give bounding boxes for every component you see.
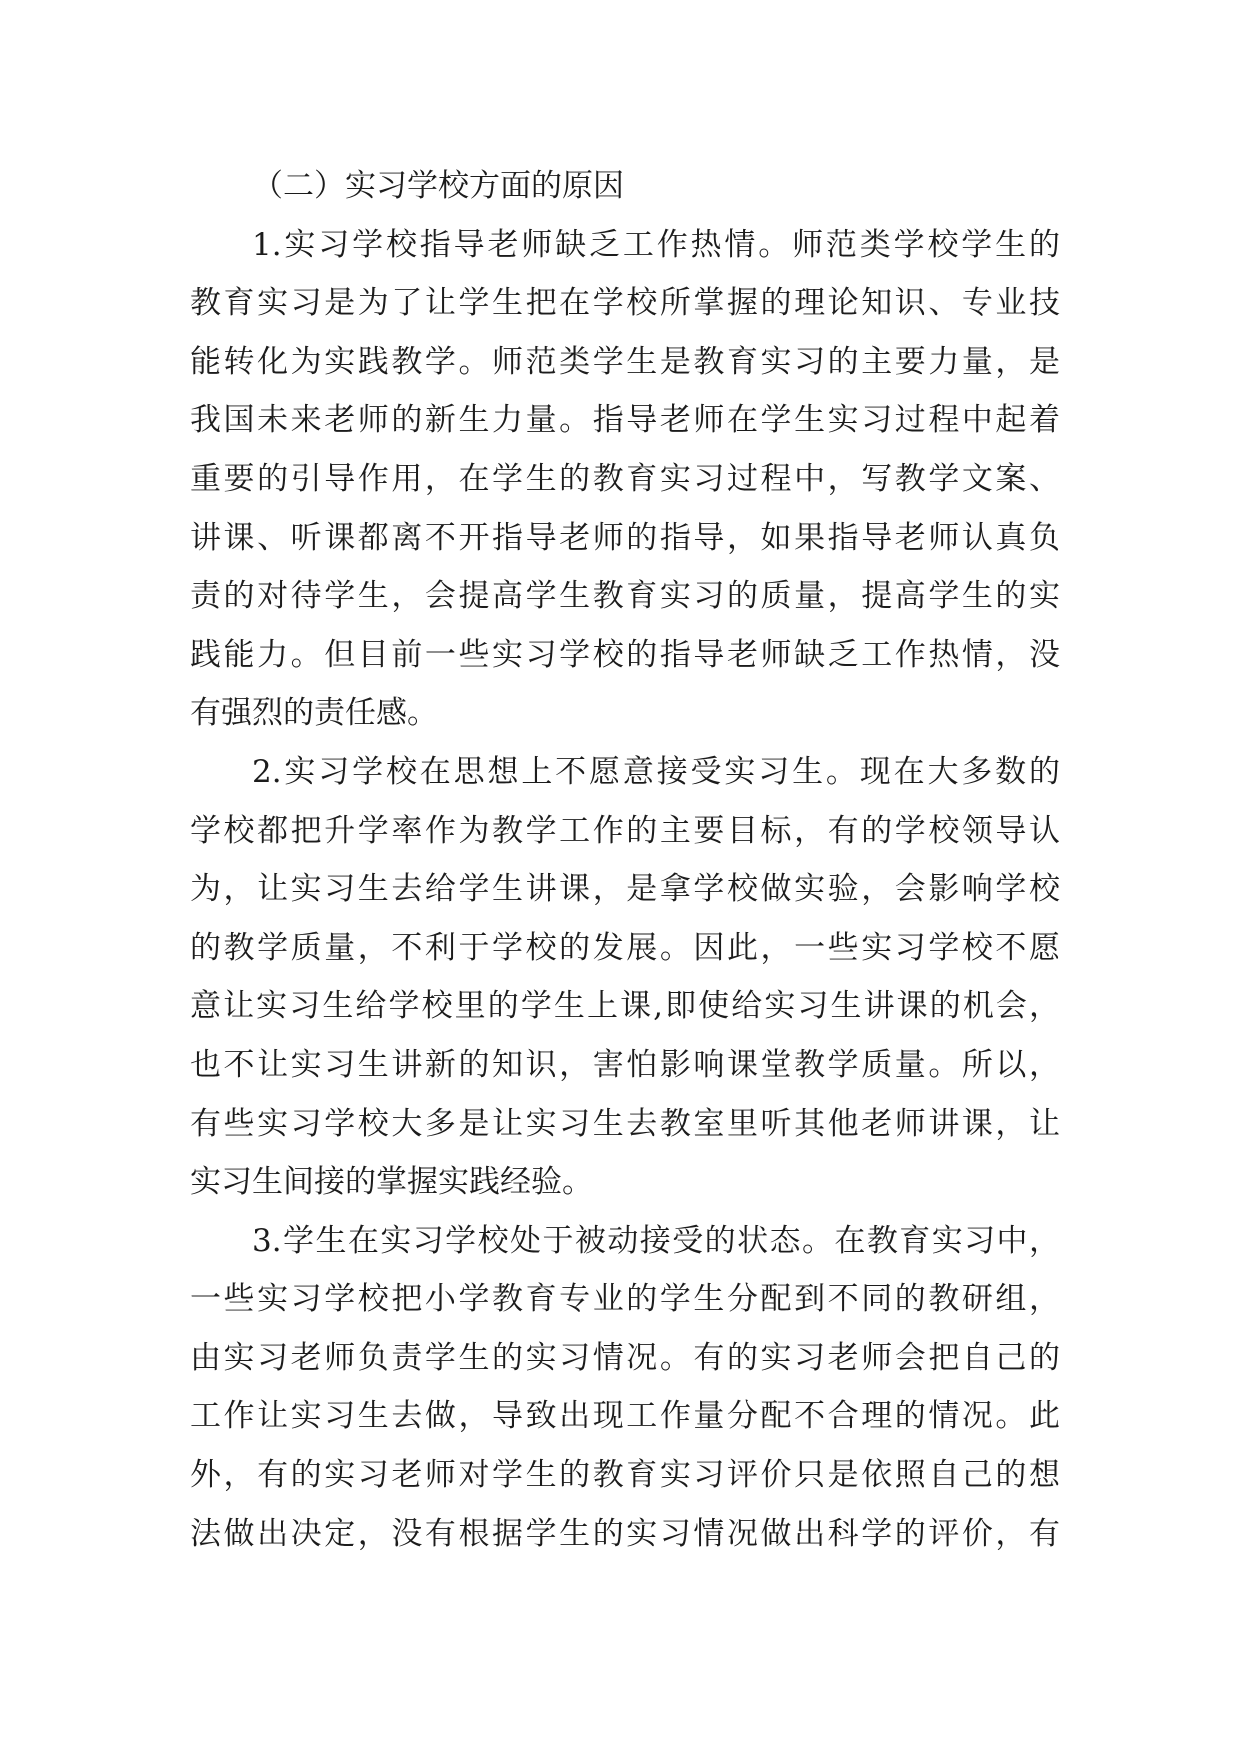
paragraph-3-line: 外，有的实习老师对学生的教育实习评价只是依照自己的想 — [190, 1457, 1060, 1494]
section-heading: （二）实习学校方面的原因 — [252, 168, 624, 204]
paragraph-1-line: 践能力。但目前一些实习学校的指导老师缺乏工作热情，没 — [190, 636, 1060, 673]
paragraph-2-line: 意让实习生给学校里的学生上课,即使给实习生讲课的机会， — [190, 988, 1060, 1025]
paragraph-3-line: 法做出决定，没有根据学生的实习情况做出科学的评价，有 — [190, 1515, 1060, 1552]
paragraph-3-line: 一些实习学校把小学教育专业的学生分配到不同的教研组， — [190, 1281, 1060, 1318]
paragraph-2-line: 有些实习学校大多是让实习生去教室里听其他老师讲课，让 — [190, 1105, 1060, 1142]
paragraph-2-line: 学校都把升学率作为教学工作的主要目标，有的学校领导认 — [190, 812, 1060, 849]
paragraph-2-line: 的教学质量，不利于学校的发展。因此，一些实习学校不愿 — [190, 929, 1060, 966]
paragraph-1-line: 1.实习学校指导老师缺乏工作热情。师范类学校学生的 — [252, 226, 1060, 263]
paragraph-1-line: 能转化为实践教学。师范类学生是教育实习的主要力量，是 — [190, 343, 1060, 380]
paragraph-3-line: 工作让实习生去做，导致出现工作量分配不合理的情况。此 — [190, 1398, 1060, 1435]
paragraph-2-line: 为，让实习生去给学生讲课，是拿学校做实验，会影响学校 — [190, 871, 1060, 908]
paragraph-1-line: 有强烈的责任感。 — [190, 695, 438, 732]
paragraph-2-line: 实习生间接的掌握实践经验。 — [190, 1164, 593, 1201]
paragraph-1-line: 讲课、听课都离不开指导老师的指导，如果指导老师认真负 — [190, 519, 1060, 556]
paragraph-1-line: 教育实习是为了让学生把在学校所掌握的理论知识、专业技 — [190, 285, 1060, 322]
document-body — [190, 157, 1060, 1563]
paragraph-2-line: 2.实习学校在思想上不愿意接受实习生。现在大多数的 — [252, 753, 1060, 790]
paragraph-1-line: 责的对待学生，会提高学生教育实习的质量，提高学生的实 — [190, 578, 1060, 615]
paragraph-3-line: 3.学生在实习学校处于被动接受的状态。在教育实习中， — [252, 1222, 1060, 1259]
paragraph-1-line: 重要的引导作用，在学生的教育实习过程中，写教学文案、 — [190, 460, 1060, 497]
paragraph-2-line: 也不让实习生讲新的知识，害怕影响课堂教学质量。所以， — [190, 1046, 1060, 1083]
paragraph-1-line: 我国未来老师的新生力量。指导老师在学生实习过程中起着 — [190, 402, 1060, 439]
paragraph-3-line: 由实习老师负责学生的实习情况。有的实习老师会把自己的 — [190, 1339, 1060, 1376]
